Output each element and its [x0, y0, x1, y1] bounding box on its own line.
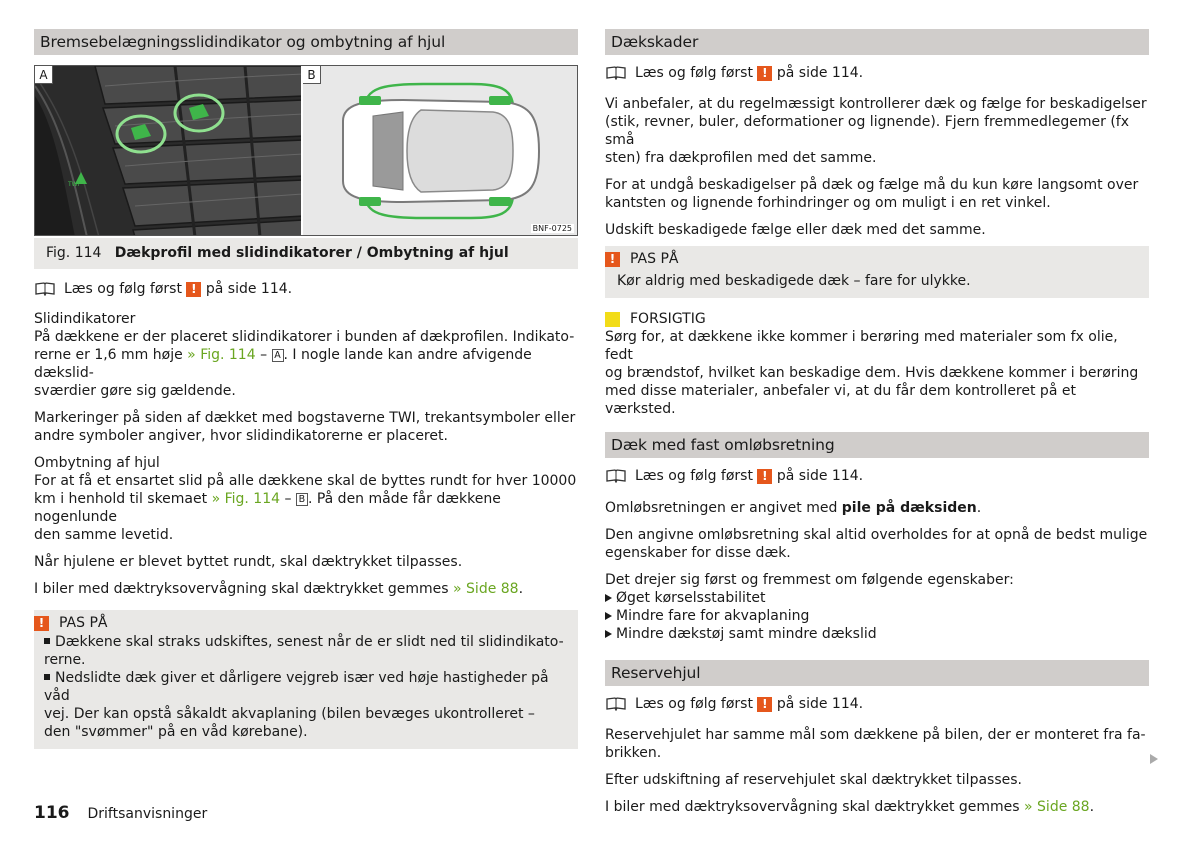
svg-text:TWI: TWI	[68, 181, 80, 188]
left-column	[34, 29, 578, 749]
figure-ref-box-a: A	[272, 349, 284, 362]
paragraph-direction-observe: Den angivne omløbsretning skal altid overholdes for at opnå de bedst mulige egenskaber for disse dæk.	[605, 527, 1148, 561]
bullet-icon	[44, 638, 50, 644]
warning-icon: !	[757, 469, 772, 484]
warning-icon: !	[186, 282, 201, 297]
warning-icon: !	[605, 252, 620, 267]
panel-label-b: B	[303, 66, 321, 84]
page-link[interactable]: » Side 88	[453, 581, 519, 597]
warning-item: Nedslidte dæk giver et dårligere vejgreb især ved høje hastigheder på våd vej. Der kan opstå såkaldt akvaplaning (bilen bevæges ukontrolleret – den "svømmer" på en våd kørebane).	[44, 670, 549, 740]
figure-number: Fig. 114	[46, 245, 102, 261]
section-heading-wear-indicator: Bremsebelægningsslidindikator og ombytning af hjul	[34, 29, 578, 55]
warning-notice	[34, 610, 578, 749]
paragraph-wear-indicators: På dækkene er der placeret slidindikatorer i bunden af dækprofilen. Indikato- rerne er 1,6 mm høje » Fig. 114 – A . I nogle lande kan andre afvigende dækslid- sværdier gøre sig gældende.	[34, 329, 575, 399]
read-first-note: Læs og følg først ! på side 114.	[605, 64, 1149, 82]
list-item: Øget kørselsstabilitet	[605, 589, 1149, 607]
figure-panel-a-tire-tread	[35, 66, 303, 235]
warning-notice	[605, 246, 1149, 298]
caution-icon	[605, 312, 620, 327]
paragraph-pressure-adjust: Når hjulene er blevet byttet rundt, skal dæktrykket tilpasses.	[34, 554, 463, 570]
section-heading-spare-wheel: Reservehjul	[605, 660, 1149, 686]
paragraph-spare-size: Reservehjulet har samme mål som dækkene på bilen, der er monteret fra fa- brikken.	[605, 727, 1146, 761]
figure-link[interactable]: » Fig. 114	[187, 347, 256, 363]
figure-ref-box-b: B	[296, 493, 308, 506]
paragraph-inspect: Vi anbefaler, at du regelmæssigt kontrollerer dæk og fælge for beskadigelser (stik, revner, buler, deformationer og lignende). Fjern fremmedlegemer (fx små sten) fra dækprofilen med det samme.	[605, 96, 1147, 166]
bullet-icon	[44, 674, 50, 680]
warning-icon: !	[34, 616, 49, 631]
warning-notice-heading: ! PAS PÅ	[605, 250, 1139, 268]
page-footer	[34, 803, 207, 823]
book-icon	[35, 282, 55, 296]
page-number: 116	[34, 803, 70, 823]
warning-text: Kør aldrig med beskadigede dæk – fare for ulykke.	[617, 273, 971, 289]
properties-list	[605, 589, 1149, 643]
warning-item: Dækkene skal straks udskiftes, senest når de er slidt ned til slidindikato- rerne.	[44, 634, 564, 668]
figure-114	[34, 65, 578, 236]
caution-notice-heading: FORSIGTIG	[605, 310, 1149, 328]
list-item: Mindre fare for akvaplaning	[605, 607, 1149, 625]
subheading-wear-indicators: Slidindikatorer	[34, 311, 136, 327]
section-heading-tire-damage: Dækskader	[605, 29, 1149, 55]
panel-label-a: A	[35, 66, 53, 84]
section-heading-directional-tires: Dæk med fast omløbsretning	[605, 432, 1149, 458]
figure-caption-text: Dækprofil med slidindikatorer / Ombytning af hjul	[114, 245, 509, 261]
paragraph-replace: Udskift beskadigede fælge eller dæk med det samme.	[605, 222, 986, 238]
read-first-note: Læs og følg først ! på side 114.	[605, 467, 1149, 485]
paragraph-wheel-rotation: For at få et ensartet slid på alle dækkene skal de byttes rundt for hver 10000 km i henhold til skemaet » Fig. 114 – B . På den måde får dækkene nogenlunde den samme levetid.	[34, 473, 577, 543]
warning-icon: !	[757, 697, 772, 712]
paragraph-pressure-monitor: I biler med dæktryksovervågning skal dæktrykket gemmes » Side 88.	[34, 581, 524, 597]
figure-caption	[34, 238, 578, 269]
bullet-arrow-icon	[605, 612, 612, 620]
page-link[interactable]: » Side 88	[1024, 799, 1090, 815]
paragraph-direction-marking: Omløbsretningen er angivet med pile på dæksiden.	[605, 500, 982, 516]
paragraph-spare-monitor: I biler med dæktryksovervågning skal dæktrykket gemmes » Side 88.	[605, 799, 1095, 815]
book-icon	[606, 697, 626, 711]
read-first-note: Læs og følg først ! på side 114.	[605, 695, 1149, 713]
paragraph-properties: Det drejer sig først og fremmest om følgende egenskaber:	[605, 572, 1014, 588]
warning-icon: !	[757, 66, 772, 81]
figure-link[interactable]: » Fig. 114	[211, 491, 281, 507]
list-item: Mindre dækstøj samt mindre dækslid	[605, 625, 1149, 643]
read-first-note: Læs og følg først ! på side 114.	[34, 280, 578, 298]
wheel-rotation-diagram	[303, 66, 575, 235]
next-page-arrow-icon[interactable]	[1150, 754, 1158, 764]
tire-tread-illustration	[35, 66, 303, 235]
caution-text: Sørg for, at dækkene ikke kommer i berøring med materialer som fx olie, fedt og brændstof, hvilket kan beskadige dem. Hvis dækkene kommer i berøring med disse materialer, anbefaler vi, at du får dem kontrolleret på et værksted.	[605, 329, 1139, 417]
warning-notice-heading: ! PAS PÅ	[34, 614, 568, 632]
bullet-arrow-icon	[605, 630, 612, 638]
figure-code: BNF-0725	[532, 224, 572, 233]
paragraph-curbs: For at undgå beskadigelser på dæk og fælge må du kun køre langsomt over kantsten og lignende forhindringer og om muligt i en ret vinkel.	[605, 177, 1139, 211]
paragraph-spare-pressure: Efter udskiftning af reservehjulet skal dæktrykket tilpasses.	[605, 772, 1022, 788]
right-column	[605, 29, 1149, 816]
bullet-arrow-icon	[605, 594, 612, 602]
caution-notice	[605, 310, 1149, 418]
paragraph-twi-markings: Markeringer på siden af dækket med bogstaverne TWI, trekantsymboler eller andre symboler angiver, hvor slidindikatorerne er placeret.	[34, 410, 576, 444]
book-icon	[606, 66, 626, 80]
book-icon	[606, 469, 626, 483]
subheading-wheel-rotation: Ombytning af hjul	[34, 455, 160, 471]
chapter-title: Driftsanvisninger	[87, 806, 208, 822]
figure-panel-b-wheel-rotation	[303, 66, 577, 235]
